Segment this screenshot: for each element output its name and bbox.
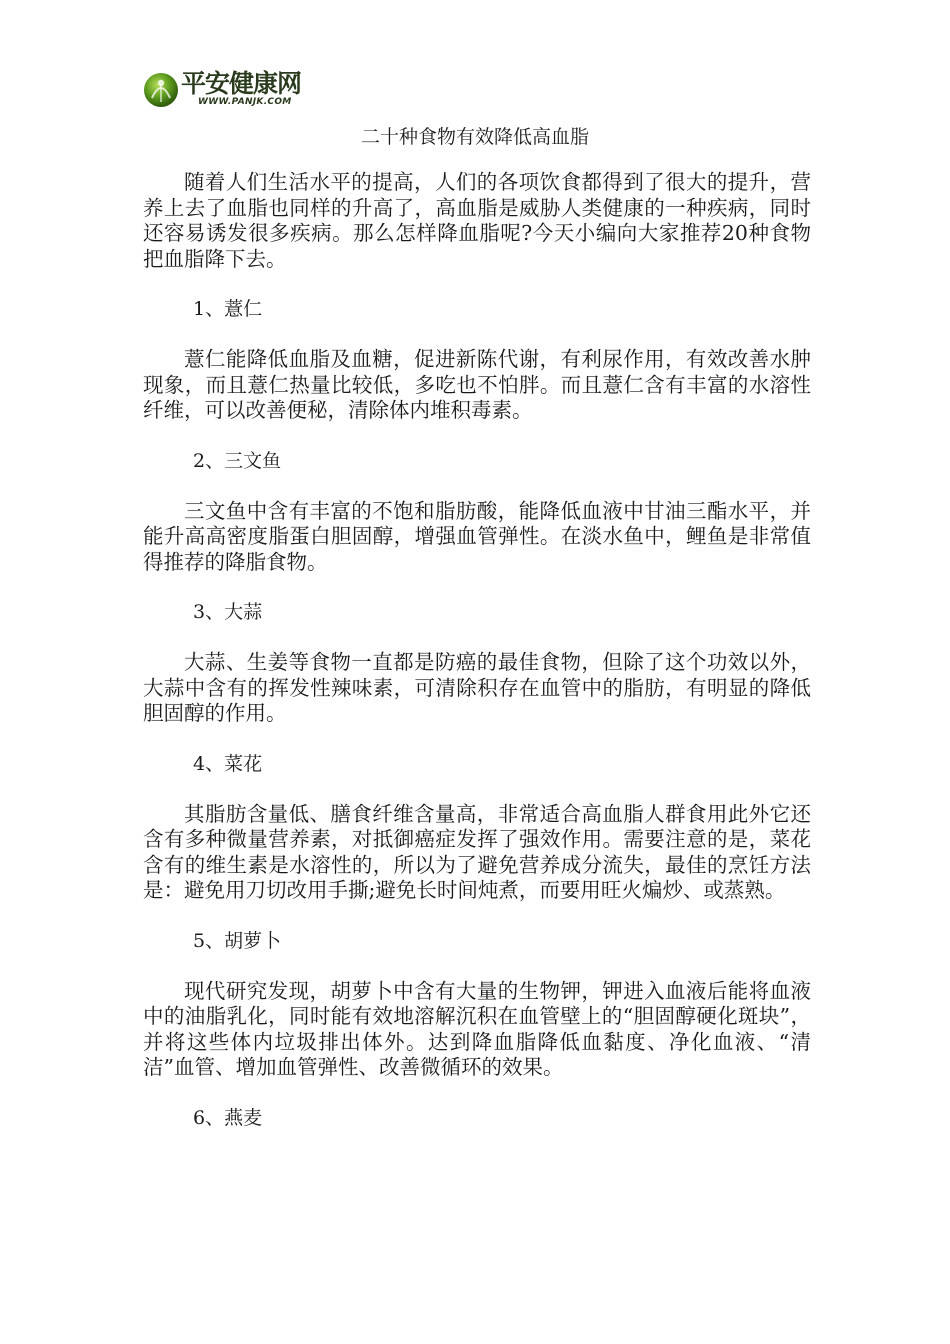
- article-body: [143, 170, 811, 1156]
- globe-icon: [143, 72, 179, 108]
- section-heading-3: 3、大蒜: [193, 601, 263, 623]
- section-body-3: 大蒜、生姜等食物一直都是防癌的最佳食物，但除了这个功效以外，大蒜中含有的挥发性辣味素，可清除积存在血管中的脂肪，有明显的降低胆固醇的作用。: [143, 650, 811, 725]
- section-body-2: 三文鱼中含有丰富的不饱和脂肪酸，能降低血液中甘油三酯水平，并能升高高密度脂蛋白胆固醇，增强血管弹性。在淡水鱼中，鲤鱼是非常值得推荐的降脂食物。: [143, 498, 811, 574]
- page-title: 二十种食物有效降低高血脂: [360, 126, 589, 148]
- section-heading-6: 6、燕麦: [193, 1106, 263, 1129]
- section-heading-5: 5、胡萝卜: [193, 929, 282, 952]
- logo-url: WWW.PANJK.COM: [198, 97, 292, 107]
- site-logo: [143, 70, 323, 112]
- section-body-1: 薏仁能降低血脂及血糖，促进新陈代谢，有利尿作用，有效改善水肿现象，而且薏仁热量比较低，多吃也不怕胖。而且薏仁含有丰富的水溶性纤维，可以改善便秘，清除体内堆积毒素。: [143, 347, 811, 422]
- section-heading-2: 2、三文鱼: [193, 449, 282, 472]
- logo-name: 平安健康网: [181, 69, 302, 98]
- intro-paragraph: 随着人们生活水平的提高，人们的各项饮食都得到了很大的提升，营养上去了血脂也同样的升高了，高血脂是威胁人类健康的一种疾病，同时还容易诱发很多疾病。那么怎样降血脂呢?今天小编向大家推荐20种食物把血脂降下去。: [143, 170, 811, 271]
- section-body-5: 现代研究发现，胡萝卜中含有大量的生物钾，钾进入血液后能将血液中的油脂乳化，同时能有效地溶解沉积在血管壁上的“胆固醇硬化斑块”，并将这些体内垃圾排出体外。达到降血脂降低血黏度、净化血液、“清洁”血管、增加血管弹性、改善微循环的效果。: [143, 978, 811, 1079]
- section-body-4: 其脂肪含量低、膳食纤维含量高，非常适合高血脂人群食用此外它还含有多种微量营养素，对抵御癌症发挥了强效作用。需要注意的是，菜花含有的维生素是水溶性的，所以为了避免营养成分流失，最佳的烹饪方法是：避免用刀切改用手撕;避免长时间炖煮，而要用旺火煸炒、或蒸熟。: [143, 801, 811, 902]
- section-heading-1: 1、薏仁: [193, 298, 263, 320]
- section-heading-4: 4、菜花: [193, 752, 263, 775]
